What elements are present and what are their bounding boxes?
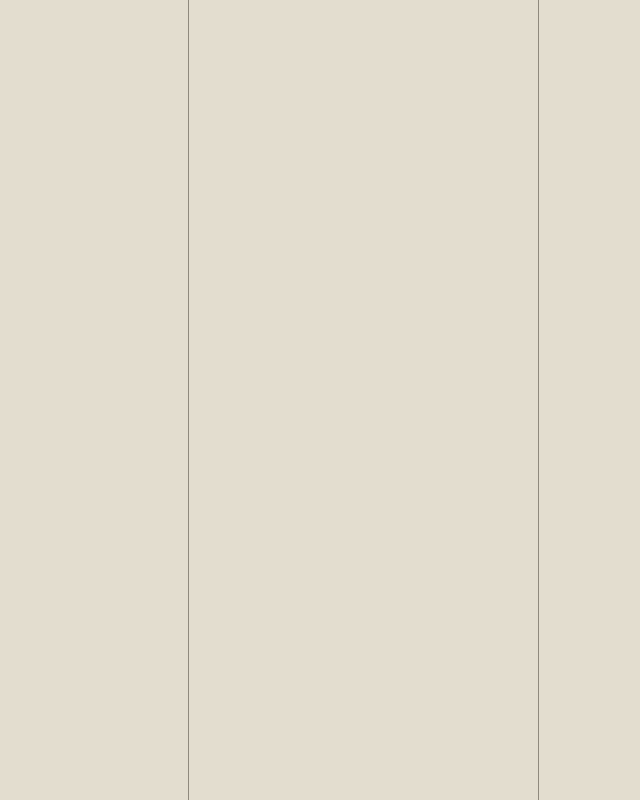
column-rule — [188, 0, 189, 800]
column-rule — [538, 0, 539, 800]
